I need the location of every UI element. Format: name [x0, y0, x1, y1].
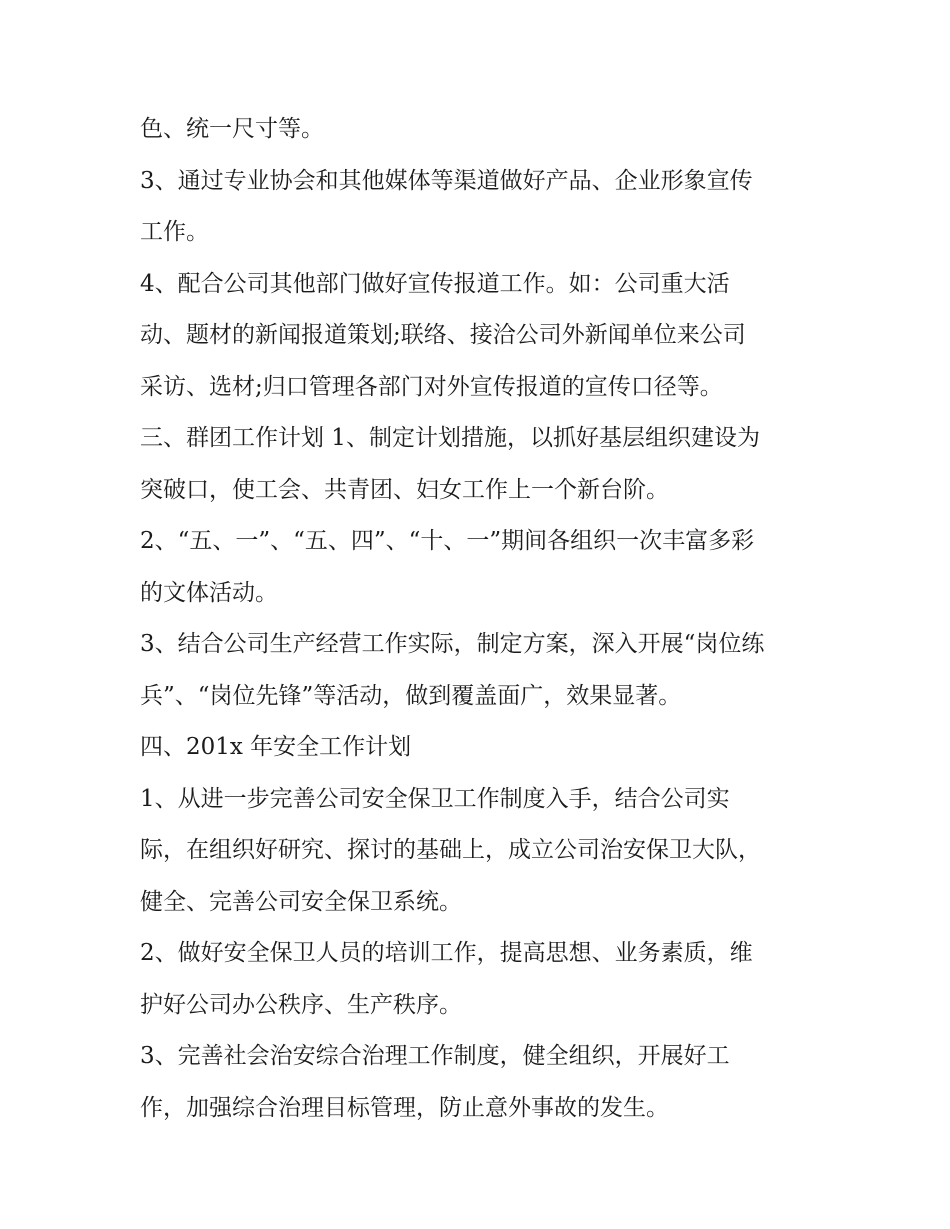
text-line-19: 3、完善社会治安综合治理工作制度，健全组织，开展好工	[140, 1043, 730, 1069]
text-line-12: 兵”、“岗位先锋”等活动，做到覆盖面广，效果显著。	[140, 682, 682, 709]
text-line-11: 3、结合公司生产经营工作实际，制定方案，深入开展“岗位练	[140, 631, 765, 657]
section-heading-safety: 四、201x 年安全工作计划	[140, 734, 412, 760]
text-line-9: 2、“五、一”、“五、四”、“十、一”期间各组织一次丰富多彩	[140, 528, 755, 554]
text-line-5: 动、题材的新闻报道策划;联络、接洽公司外新闻单位来公司	[140, 322, 746, 348]
text-line-3: 工作。	[140, 219, 209, 245]
text-line-10: 的文体活动。	[140, 579, 278, 606]
text-line-18: 护好公司办公秩序、生产秩序。	[140, 991, 462, 1018]
document-body	[140, 104, 820, 1134]
text-line-7: 三、群团工作计划 1、制定计划措施，以抓好基层组织建设为	[140, 425, 760, 451]
text-line-14: 1、从进一步完善公司安全保卫工作制度入手，结合公司实	[140, 785, 730, 812]
text-line-16: 健全、完善公司安全保卫系统。	[140, 888, 462, 915]
text-line-6: 采访、选材;归口管理各部门对外宣传报道的宣传口径等。	[140, 373, 723, 400]
text-line-8: 突破口，使工会、共青团、妇女工作上一个新台阶。	[140, 476, 669, 503]
text-line-4: 4、配合公司其他部门做好宣传报道工作。如：公司重大活	[140, 270, 730, 297]
text-line-17: 2、做好安全保卫人员的培训工作，提高思想、业务素质，维	[140, 940, 753, 966]
text-line-20: 作，加强综合治理目标管理，防止意外事故的发生。	[140, 1094, 669, 1121]
text-line-15: 际，在组织好研究、探讨的基础上，成立公司治安保卫大队，	[140, 837, 761, 863]
text-line-1: 色、统一尺寸等。	[140, 116, 324, 142]
text-line-2: 3、通过专业协会和其他媒体等渠道做好产品、企业形象宣传	[140, 167, 753, 194]
